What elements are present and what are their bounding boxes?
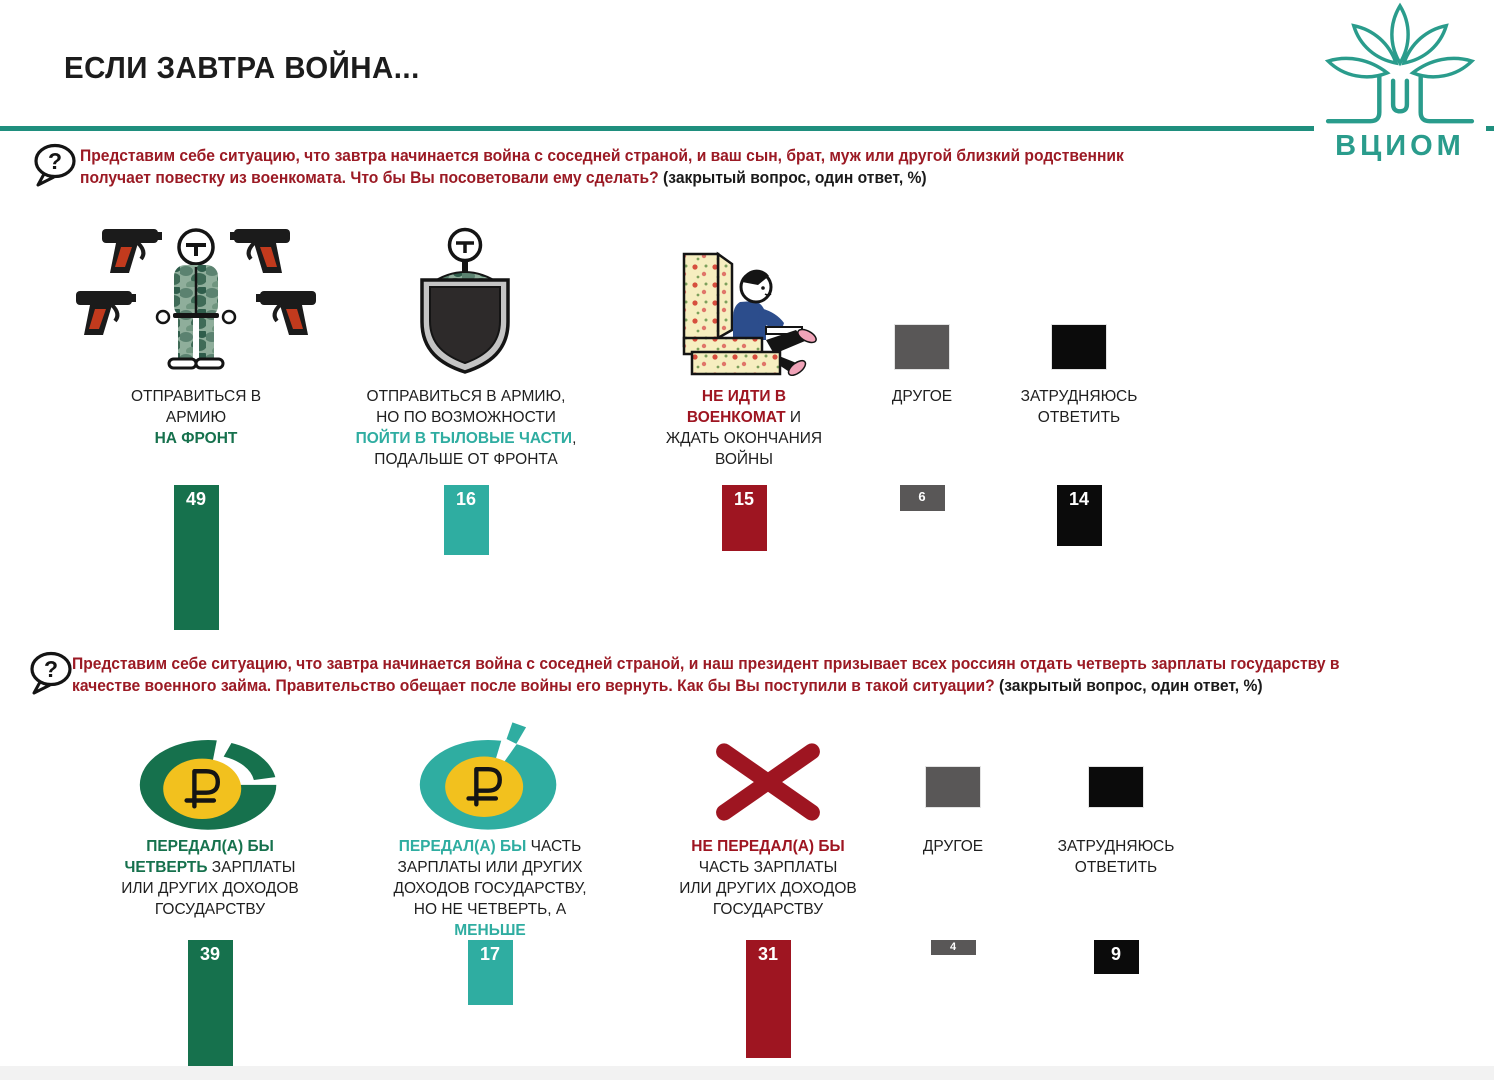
option-label (652, 836, 884, 920)
black-square-icon (1051, 324, 1107, 370)
option-label-part: ПЕРЕДАЛ(А) БЫ (398, 838, 527, 855)
question-2-text (72, 653, 1378, 697)
vciom-tree-icon (1316, 2, 1484, 132)
value-label: 39 (199, 944, 221, 964)
option-label-part: , (572, 430, 577, 447)
option-label-part: ОТПРАВИТЬСЯ В (130, 388, 262, 405)
option-label-part: ЧАСТЬ ЗАРПЛАТЫ (698, 859, 838, 876)
question-bubble-icon (26, 650, 74, 696)
option-label-part: МЕНЬШЕ (454, 922, 526, 939)
value-bar (188, 940, 233, 1068)
gray-square-icon (894, 324, 950, 370)
value-bar (900, 485, 945, 511)
option-label-part: ОТВЕТИТЬ (1037, 409, 1121, 426)
black-square-icon (1088, 766, 1144, 808)
option-label-part: И (785, 409, 802, 426)
ruble-slice-donut-icon (412, 722, 568, 832)
soldier-guns-icon-wrap (76, 220, 316, 376)
option-label-part: ГОСУДАРСТВУ (154, 901, 266, 918)
value-bar (468, 940, 513, 1005)
value-bar (174, 485, 219, 630)
option-label (637, 386, 852, 470)
option-label-part: НО НЕ ЧЕТВЕРТЬ, А (413, 901, 567, 918)
option-label-part: ВОЕНКОМАТ (686, 409, 786, 426)
option-label-part: ОТПРАВИТЬСЯ В АРМИЮ, (366, 388, 566, 405)
option-label-part: ГОСУДАРСТВУ (712, 901, 824, 918)
option-label (868, 836, 1038, 857)
option-label-part: ОТВЕТИТЬ (1074, 859, 1158, 876)
value-bar (1094, 940, 1139, 974)
value-label: 9 (1110, 944, 1121, 964)
option-label (101, 836, 319, 920)
option-label (837, 386, 1007, 407)
option-label-part: ЗАРПЛАТЫ (207, 859, 296, 876)
question-2-red: Представим себе ситуацию, что завтра начинается война с соседней страной, и наш президент призывает всех россиян отдать четверть зарплаты государству в качестве военного займа. Правительство обещает после войны его вернуть. Как бы Вы поступили в такой ситуации? (72, 654, 1340, 695)
option-label-part: ПОЙТИ В ТЫЛОВЫЕ ЧАСТИ (355, 430, 573, 447)
armchair-rest-icon (670, 244, 820, 376)
value-bar (722, 485, 767, 551)
vciom-logo (1314, 2, 1486, 178)
option-label (340, 386, 592, 470)
option-label-part: ЧАСТЬ (526, 838, 582, 855)
option-label-part: НЕ ИДТИ В (701, 388, 787, 405)
value-label: 17 (479, 944, 501, 964)
question-1-note: (закрытый вопрос, один ответ, %) (663, 168, 927, 187)
shield-hide-icon (410, 226, 520, 376)
value-label: 4 (949, 941, 957, 953)
value-label: 15 (733, 489, 755, 509)
question-1-text (80, 145, 1138, 189)
option-label-part: ЖДАТЬ ОКОНЧАНИЯ (665, 430, 823, 447)
value-label: 14 (1068, 489, 1090, 509)
vciom-logo-text: ВЦИОМ (1335, 130, 1465, 162)
soldier-guns-icon (76, 220, 316, 376)
bottom-strip (0, 1066, 1494, 1080)
option-label-part: НЕ ПЕРЕДАЛ(А) БЫ (691, 838, 845, 855)
option-label (94, 386, 299, 449)
option-label-part: ВОЙНЫ (715, 451, 773, 468)
shield-hide-icon-wrap (410, 226, 520, 376)
value-bar (931, 940, 976, 955)
value-label: 49 (185, 489, 207, 509)
option-label (366, 836, 614, 941)
red-cross-icon (709, 742, 827, 822)
svg-text:?: ? (47, 148, 63, 174)
question-1-red: Представим себе ситуацию, что завтра начинается война с соседней страной, и ваш сын, брат, муж или другой близкий родственник получает повестку из военкомата. Что бы Вы посоветовали ему сделать? (80, 146, 1124, 187)
option-label-part: АРМИЮ (165, 409, 227, 426)
ruble-slice-donut-icon-wrap (412, 722, 568, 832)
value-label: 6 (918, 489, 926, 504)
option-label-part: ПЕРЕДАЛ(А) БЫ (146, 838, 274, 855)
svg-text:?: ? (43, 656, 59, 682)
red-cross-icon-wrap (709, 742, 827, 822)
value-bar (444, 485, 489, 555)
value-bar (1057, 485, 1102, 546)
option-label-part: ДРУГОЕ (891, 388, 953, 405)
option-label-part: ЧЕТВЕРТЬ (124, 859, 208, 876)
value-bar (746, 940, 791, 1058)
option-label-part: ДОХОДОВ ГОСУДАРСТВУ, (393, 880, 587, 897)
option-label-part: ДРУГОЕ (922, 838, 984, 855)
option-label-part: ИЛИ ДРУГИХ ДОХОДОВ (121, 880, 299, 897)
armchair-rest-icon-wrap (670, 244, 820, 376)
value-label: 16 (455, 489, 477, 509)
option-label-part: ЗАТРУДНЯЮСЬ (1020, 388, 1138, 405)
question-2-note: (закрытый вопрос, один ответ, %) (999, 676, 1263, 695)
option-label-part: НО ПО ВОЗМОЖНОСТИ (376, 409, 556, 426)
option-label (982, 386, 1177, 428)
value-label: 31 (757, 944, 779, 964)
page-title: ЕСЛИ ЗАВТРА ВОЙНА... (64, 50, 420, 85)
option-label-part: НА ФРОНТ (154, 430, 238, 447)
option-label (1019, 836, 1214, 878)
option-label-part: ПОДАЛЬШЕ ОТ ФРОНТА (374, 451, 558, 468)
ruble-quarter-donut-icon-wrap (132, 730, 288, 832)
option-label-part: ИЛИ ДРУГИХ ДОХОДОВ (679, 880, 857, 897)
gray-square-icon (925, 766, 981, 808)
option-label-part: ЗАТРУДНЯЮСЬ (1057, 838, 1175, 855)
question-bubble-icon (30, 142, 78, 188)
option-label-part: ЗАРПЛАТЫ ИЛИ ДРУГИХ (397, 859, 583, 876)
header-divider (0, 126, 1494, 131)
ruble-quarter-donut-icon (132, 730, 288, 832)
